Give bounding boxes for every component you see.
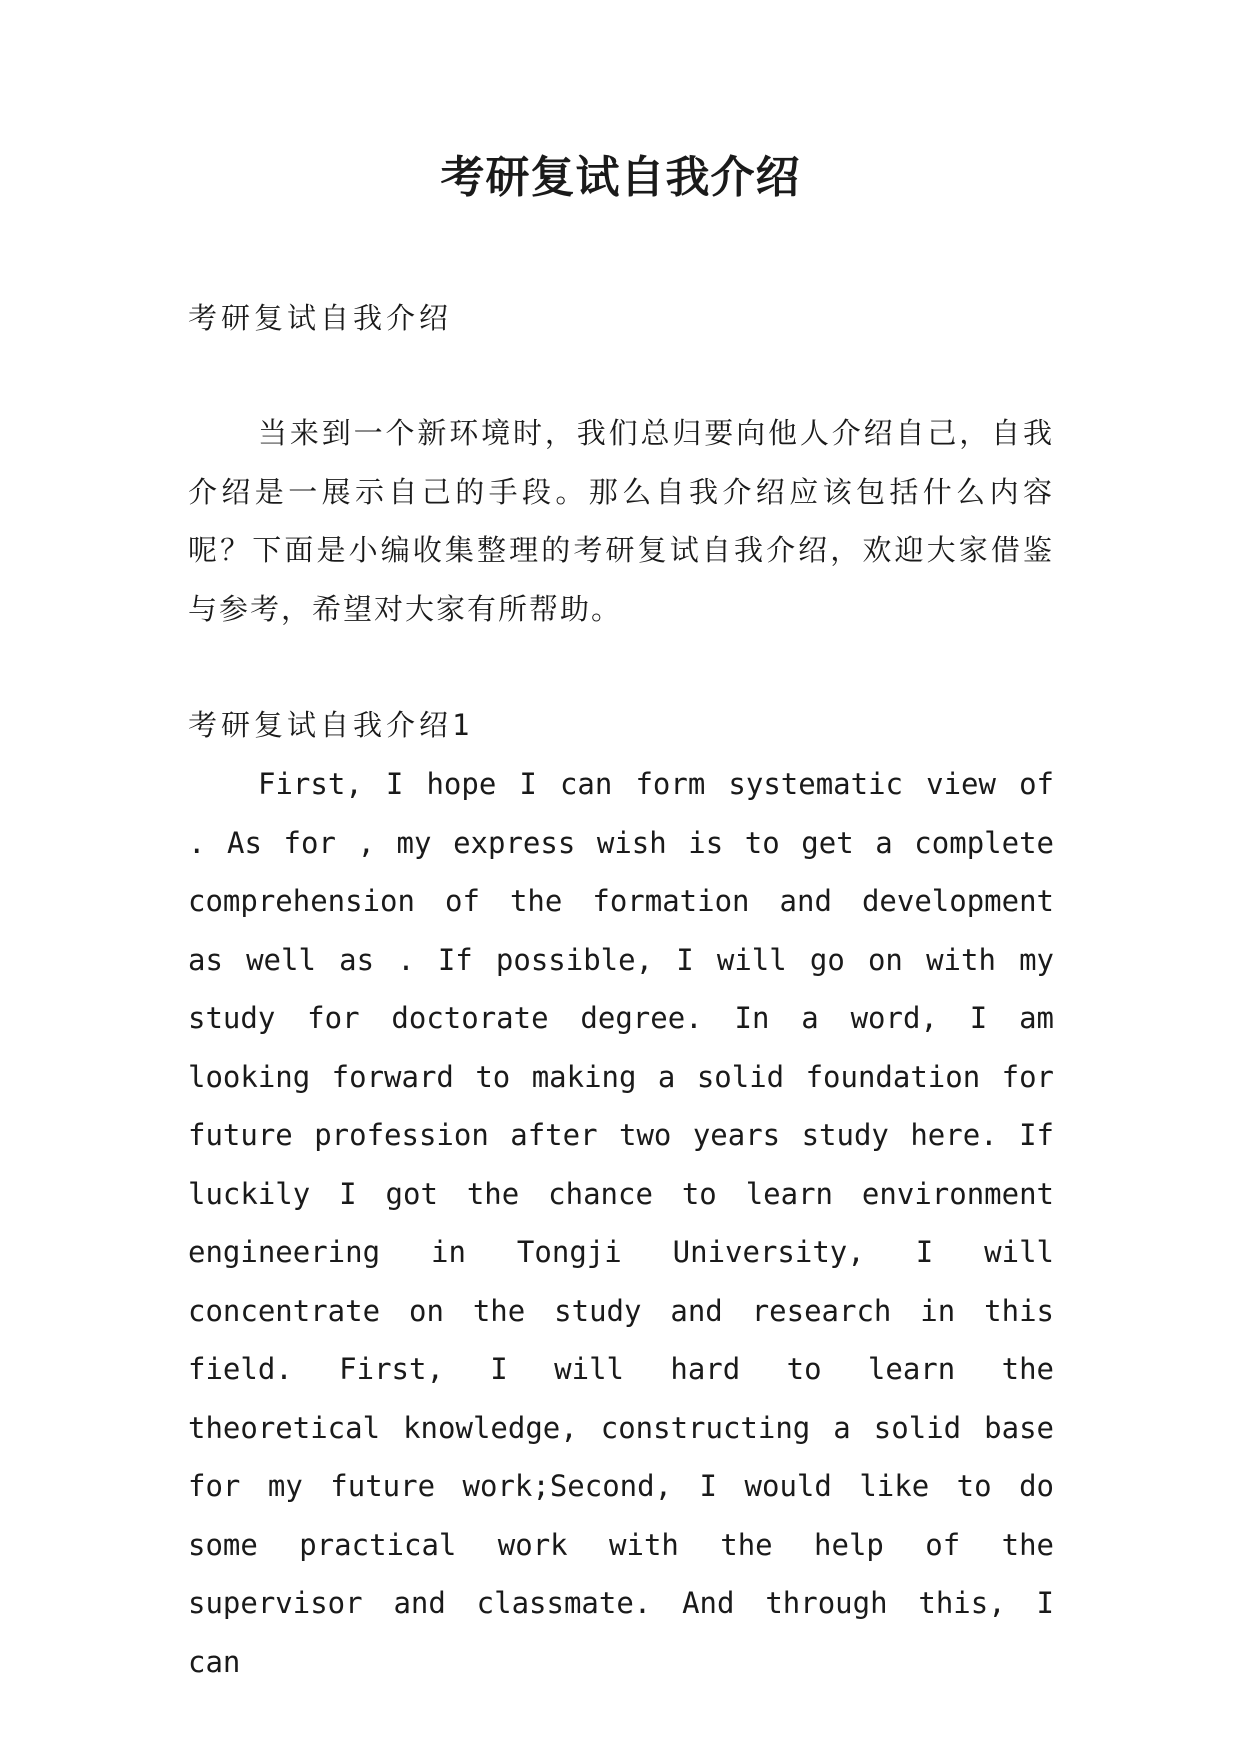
intro-paragraph: 当来到一个新环境时，我们总归要向他人介绍自己，自我介绍是一展示自己的手段。那么自我介绍应该包括什么内容呢？下面是小编收集整理的考研复试自我介绍，欢迎大家借鉴与参考，希望对大家有所帮助。 (188, 416, 1054, 626)
document-subtitle: 考研复试自我介绍 (188, 301, 453, 335)
section-body-paragraph: First, I hope I can form systematic view of . As for , my express wish is to get a complete comprehension of the formation and development as well as . If possible, I will go on with my study for doctorate degree. In a word, I am looking forward to making a solid foundation for future profession after two years study here. If luckily I got the chance to learn environment engineering in Tongji University, I will concentrate on the study and research in this field. First, I will hard to learn the theoretical knowledge, constructing a solid base for my future work;Second, I would like to do some practical work with the help of the supervisor and classmate. And through this, I can (188, 767, 1054, 1679)
section-heading: 考研复试自我介绍1 (188, 708, 474, 742)
document-title: 考研复试自我介绍 (440, 152, 801, 203)
